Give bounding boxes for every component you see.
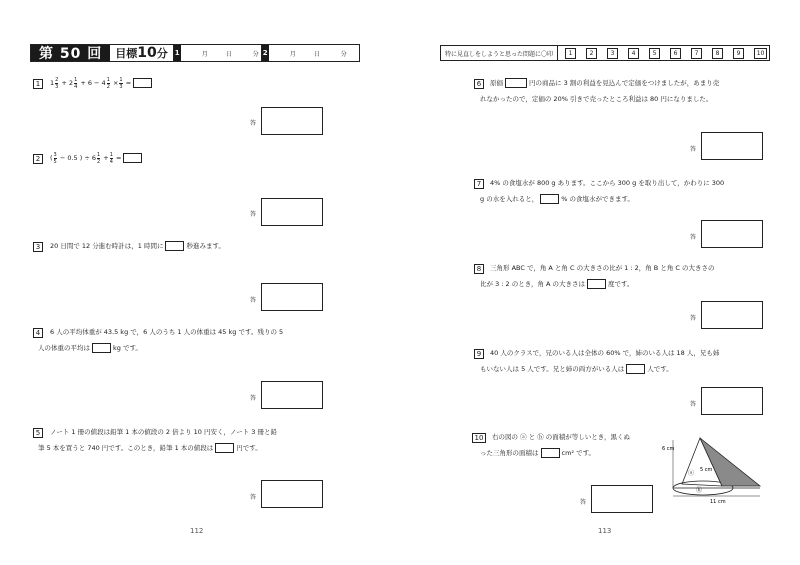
inline-blank[interactable] <box>541 448 560 458</box>
problem-number-1: 1 <box>33 79 43 89</box>
problem-number-6: 6 <box>474 79 484 89</box>
problem-8-line-2: 比が 3 : 2 のとき，角 A の大きさは 度です。 <box>480 280 634 288</box>
page-number: 113 <box>598 527 612 535</box>
answer-box-1[interactable] <box>261 107 323 135</box>
problem-6-line-1: 原価 円の商品に 3 割の利益を見込んで定価をつけましたが，あまり売 <box>490 79 720 87</box>
review-check-boxes <box>558 46 772 60</box>
problem-5-line-2: 筆 5 本を買うと 740 円です。このとき，鉛筆 1 本の値段は 円です。 <box>38 444 262 452</box>
answer-label: 答 <box>690 146 697 153</box>
answer-box-3[interactable] <box>261 283 323 311</box>
answer-box-9[interactable] <box>701 387 763 415</box>
problem-number-2: 2 <box>33 154 43 164</box>
record-slot-2: 2 月 日 分 <box>262 45 349 61</box>
review-check-box[interactable]: 6 <box>670 48 681 59</box>
inline-blank[interactable] <box>133 78 152 88</box>
goal-time: 目標 10 分 <box>110 45 173 61</box>
figure-region-b: ⓑ <box>696 487 703 494</box>
answer-box-7[interactable] <box>701 220 763 248</box>
problem-number-8: 8 <box>474 264 484 274</box>
answer-box-6[interactable] <box>701 132 763 160</box>
figure-label-left: 6 cm <box>662 446 675 452</box>
record-slot-1: 1 月 日 分 <box>174 45 262 61</box>
review-check-box[interactable]: 1 <box>565 48 576 59</box>
problem-number-5: 5 <box>33 428 43 438</box>
triangle-figure <box>662 428 770 508</box>
inline-blank[interactable] <box>540 194 559 204</box>
problem-10-line-1: 右の図の ⓐ と ⓑ の面積が等しいとき，黒くぬ <box>492 433 631 441</box>
review-check-box[interactable]: 3 <box>607 48 618 59</box>
problem-8-line-1: 三角形 ABC で，角 A と角 C の大きさの比が 1 : 2，角 B と角 C の大きさの <box>490 264 715 272</box>
answer-box-4[interactable] <box>261 381 323 409</box>
problem-7-line-1: 4% の食塩水が 800 g あります。ここから 300 g を取り出して，かわりに 300 <box>490 179 725 187</box>
review-check-box[interactable]: 9 <box>733 48 744 59</box>
problem-2-expression: ( $\frac{3}{5}$ − 0.5 ) ÷ 6 $\frac{1}{2}$ + $\frac{1}{4}$ = <box>50 150 144 167</box>
inline-blank[interactable] <box>165 241 184 251</box>
problem-number-9: 9 <box>474 349 484 359</box>
left-header <box>30 44 360 62</box>
answer-box-10[interactable] <box>591 485 653 513</box>
review-check-box[interactable]: 4 <box>628 48 639 59</box>
round-title: 第 50 回 <box>31 45 110 61</box>
inline-blank[interactable] <box>587 279 606 289</box>
review-check-label: 特に見直しをしようと思った問題に〇印 <box>441 46 558 60</box>
inline-blank[interactable] <box>626 364 645 374</box>
inline-blank[interactable] <box>92 343 111 353</box>
review-check-box[interactable]: 5 <box>649 48 660 59</box>
review-check-box[interactable]: 10 <box>754 48 767 59</box>
problem-7-line-2: g の水を入れると， % の食塩水ができます。 <box>480 195 634 203</box>
problem-9-line-1: 40 人のクラスで，兄のいる人は全体の 60% で，姉のいる人は 18 人，兄も姉 <box>490 349 720 357</box>
inline-blank[interactable] <box>505 78 527 88</box>
problem-1-expression: 1 $\frac{2}{3}$ + 2 $\frac{1}{4}$ + 6 − 4 $\frac{1}{2}$ × $\frac{1}{3}$ = <box>50 75 154 92</box>
problem-number-7: 7 <box>474 179 484 189</box>
answer-label: 答 <box>690 234 697 241</box>
problem-9-line-2: もいない人は 5 人です。兄と姉の両方がいる人は 人です。 <box>480 365 673 373</box>
page-number: 112 <box>190 527 204 535</box>
answer-label: 答 <box>250 211 257 218</box>
answer-box-8[interactable] <box>701 301 763 329</box>
problem-3-text: 20 日間で 12 分進む時計は，1 時間に 秒進みます。 <box>50 242 225 250</box>
answer-label: 答 <box>580 499 587 506</box>
problem-10-line-2: った三角形の面積は cm² です。 <box>480 449 596 457</box>
answer-box-2[interactable] <box>261 198 323 226</box>
shaded-triangle <box>700 438 760 486</box>
figure-label-bottom: 11 cm <box>710 499 726 505</box>
problem-5-line-1: ノート 1 冊の値段は鉛筆 1 本の値段の 2 倍より 10 円安く，ノート 3 冊と鉛 <box>50 428 277 436</box>
figure-label-mid: 5 cm <box>700 467 713 473</box>
problem-4-line-1: 6 人の平均体重が 43.5 kg で，6 人のうち 1 人の体重は 45 kg です。残りの 5 <box>50 328 284 336</box>
answer-label: 答 <box>690 401 697 408</box>
right-page <box>400 0 800 565</box>
answer-label: 答 <box>250 494 257 501</box>
problem-number-10: 10 <box>472 433 486 443</box>
answer-label: 答 <box>250 120 257 127</box>
problem-number-3: 3 <box>33 242 43 252</box>
problem-6-line-2: れなかったので，定価の 20% 引きで売ったところ利益は 80 円になりました。 <box>480 95 713 103</box>
answer-box-5[interactable] <box>261 480 323 508</box>
figure-region-a: ⓐ <box>688 470 695 477</box>
inline-blank[interactable] <box>123 153 142 163</box>
problem-4-line-2: 人の体重の平均は kg です。 <box>38 344 142 352</box>
answer-label: 答 <box>690 315 697 322</box>
answer-label: 答 <box>250 395 257 402</box>
answer-label: 答 <box>250 297 257 304</box>
inline-blank[interactable] <box>215 443 234 453</box>
problem-number-4: 4 <box>33 328 43 338</box>
review-check-box[interactable]: 7 <box>691 48 702 59</box>
review-check-box[interactable]: 8 <box>712 48 723 59</box>
review-check-bar <box>440 45 770 61</box>
review-check-box[interactable]: 2 <box>586 48 597 59</box>
